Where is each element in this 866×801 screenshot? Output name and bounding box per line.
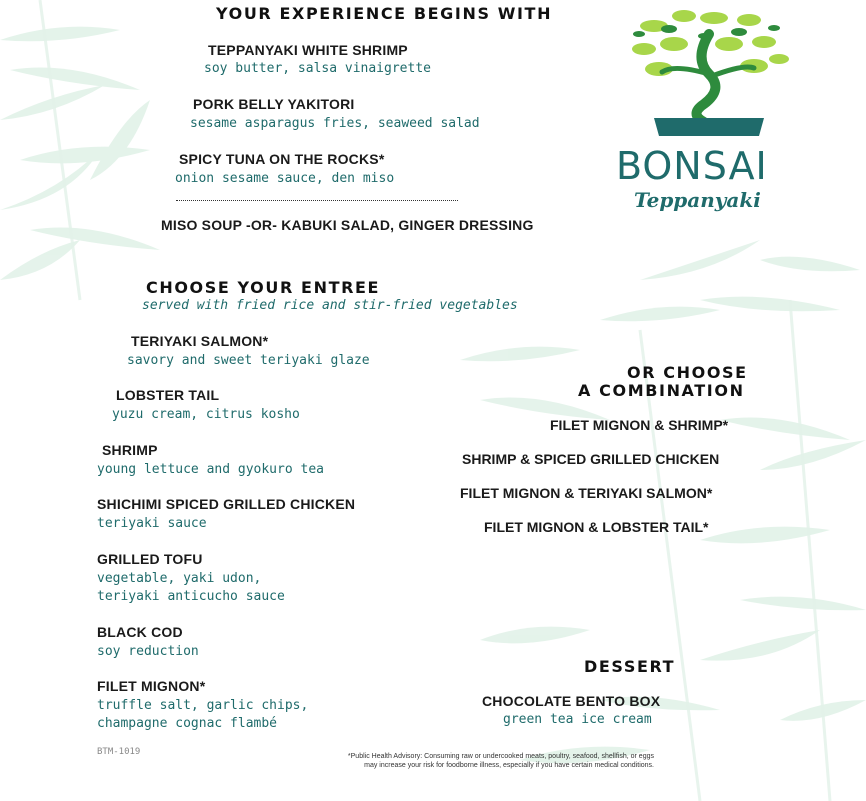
starter-name: TEPPANYAKI WHITE SHRIMP [208, 42, 408, 58]
combo-item: FILET MIGNON & TERIYAKI SALMON* [460, 485, 713, 501]
entree-desc-line2: teriyaki anticucho sauce [97, 589, 285, 604]
entree-name: FILET MIGNON* [97, 678, 206, 694]
menu-code: BTM-1019 [97, 747, 141, 757]
dessert-name: CHOCOLATE BENTO BOX [482, 693, 661, 709]
starter-desc: onion sesame sauce, den miso [175, 171, 395, 186]
starter-desc: soy butter, salsa vinaigrette [204, 61, 431, 76]
entree-desc: young lettuce and gyokuro tea [97, 462, 324, 477]
entree-desc: vegetable, yaki udon, [97, 571, 262, 586]
combo-item: FILET MIGNON & SHRIMP* [550, 417, 729, 433]
entree-name: TERIYAKI SALMON* [131, 333, 269, 349]
dessert-desc: green tea ice cream [503, 712, 652, 727]
section-title-combo-line2: A COMBINATION [578, 381, 745, 400]
logo-name: BONSAI [616, 144, 768, 188]
soup-or-salad: MISO SOUP -OR- KABUKI SALAD, GINGER DRESSING [161, 217, 534, 233]
entree-desc: truffle salt, garlic chips, [97, 698, 309, 713]
advisory-line1: *Public Health Advisory: Consuming raw or undercooked meats, poultry, seafood, shellfish, or eggs [347, 753, 654, 760]
section-title-entree: CHOOSE YOUR ENTREE [146, 278, 381, 297]
starter-name: PORK BELLY YAKITORI [193, 96, 355, 112]
entree-name: GRILLED TOFU [97, 551, 203, 567]
bonsai-tree-icon [614, 4, 804, 144]
starter-desc: sesame asparagus fries, seaweed salad [190, 116, 480, 131]
entree-desc: soy reduction [97, 644, 199, 659]
dotted-divider [176, 200, 458, 201]
entree-name: SHICHIMI SPICED GRILLED CHICKEN [97, 496, 356, 512]
entree-name: BLACK COD [97, 624, 183, 640]
entree-desc: teriyaki sauce [97, 516, 207, 531]
bonsai-logo [600, 4, 800, 224]
section-title-combo-line1: OR CHOOSE [627, 363, 748, 382]
entree-name: LOBSTER TAIL [116, 387, 220, 403]
section-title-dessert: DESSERT [584, 657, 676, 676]
entree-desc-line2: champagne cognac flambé [97, 716, 278, 731]
logo-subtitle: Teppanyaki [634, 188, 761, 212]
entree-name: SHRIMP [102, 442, 158, 458]
combo-item: SHRIMP & SPICED GRILLED CHICKEN [462, 451, 720, 467]
combo-item: FILET MIGNON & LOBSTER TAIL* [484, 519, 709, 535]
advisory-line2: may increase your risk for foodborne illness, especially if you have certain medical conditions. [364, 762, 654, 769]
entree-desc: savory and sweet teriyaki glaze [127, 353, 370, 368]
entree-subtitle: served with fried rice and stir-fried vegetables [142, 298, 518, 313]
health-advisory [300, 752, 654, 770]
entree-desc: yuzu cream, citrus kosho [112, 407, 300, 422]
section-title-experience: YOUR EXPERIENCE BEGINS WITH [216, 4, 553, 23]
starter-name: SPICY TUNA ON THE ROCKS* [179, 151, 385, 167]
